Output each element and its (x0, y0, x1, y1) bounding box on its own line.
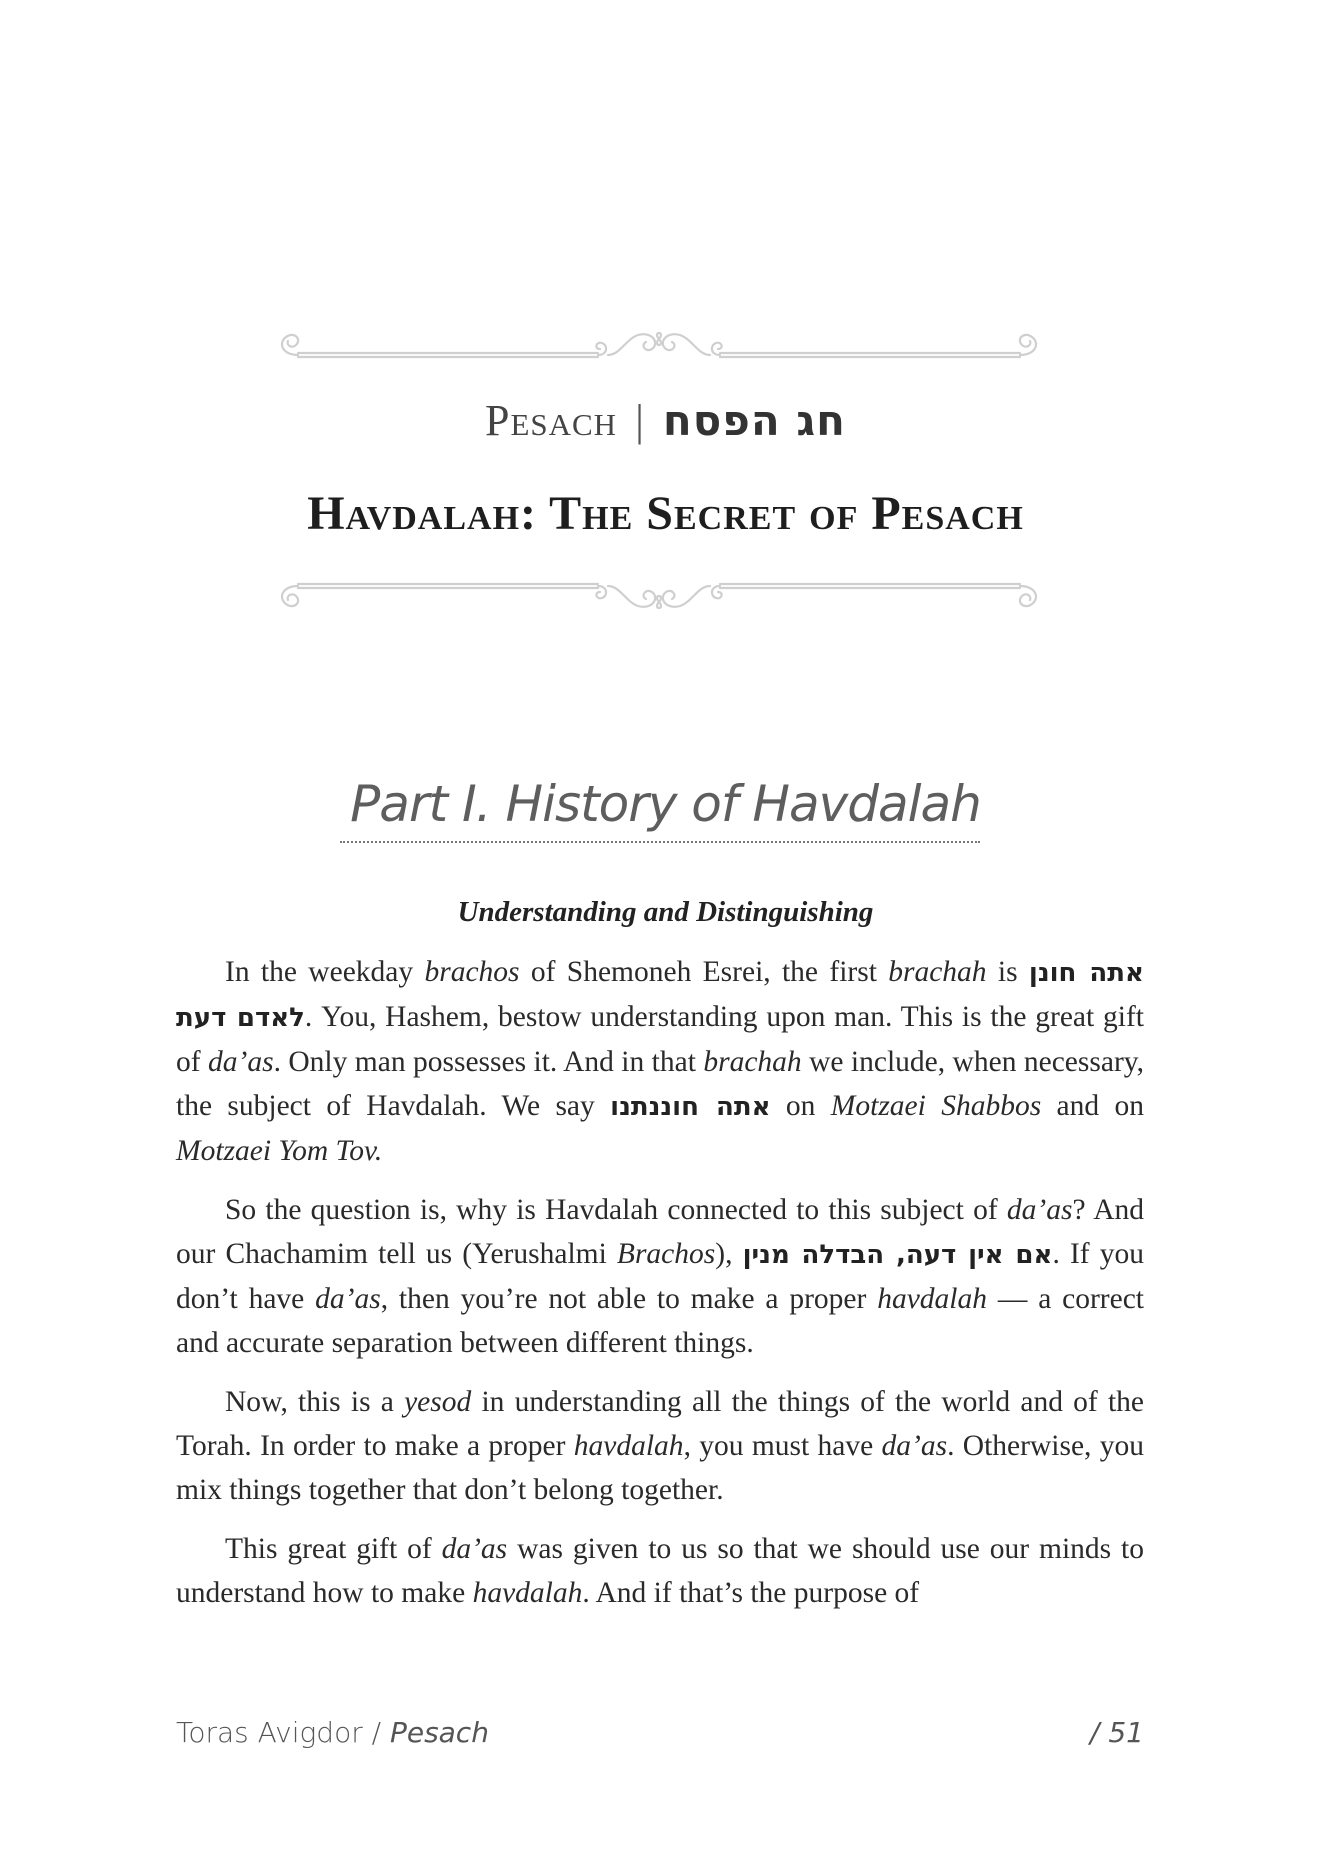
body-text (176, 950, 1144, 1630)
text-run: on (770, 1090, 831, 1122)
kicker-separator: | (635, 396, 645, 445)
italic-term: Brachos (616, 1238, 716, 1270)
paragraph (176, 1527, 1144, 1615)
paragraph (176, 950, 1144, 1173)
chapter-title: Havdalah: The Secret of Pesach (307, 487, 1024, 540)
bottom-ornament-divider (268, 574, 1050, 614)
italic-term: da’as (315, 1283, 381, 1315)
hebrew-phrase: אם אין דעה, הבדלה מנין (742, 1240, 1053, 1270)
hebrew-phrase: אתה חוננתנו (610, 1092, 771, 1122)
footer-book-subtitle: Pesach (389, 1716, 489, 1749)
text-run: This great gift of (225, 1533, 442, 1565)
text-run: . Only man possesses it. And in that (273, 1046, 704, 1078)
dotted-underline (340, 841, 980, 843)
text-run: . Otherwise, you mix things together that don’t belong together. (176, 1430, 1144, 1506)
text-run: we include, when necessary, the subject of Havdalah. We say (176, 1046, 1144, 1122)
italic-term: havdalah (877, 1283, 987, 1315)
text-run: Now, this is a (225, 1386, 405, 1418)
text-run: was given to us so that we should use our minds to understand how to make (176, 1533, 1144, 1609)
scroll-ornament-icon (268, 325, 1050, 365)
italic-term: Motzaei Yom Tov. (176, 1135, 383, 1167)
italic-term: havdalah (573, 1430, 684, 1462)
italic-term: brachos (424, 956, 520, 988)
text-run: In the weekday (225, 956, 425, 988)
text-run: of Shemoneh Esrei, the first (519, 956, 889, 988)
kicker-english: Pesach (484, 396, 618, 445)
italic-term: brachah (703, 1046, 802, 1078)
italic-term: da’as (208, 1046, 274, 1078)
part-heading: Part I. History of Havdalah (350, 775, 981, 833)
running-footer-title (176, 1716, 489, 1749)
text-run: ), (715, 1238, 743, 1270)
text-run: . If you don’t have (176, 1238, 1144, 1315)
text-run: , then you’re not able to make a proper (380, 1283, 878, 1315)
text-run: ? And our Chachamim tell us (Yerushalmi (176, 1194, 1144, 1270)
footer-book-title: Toras Avigdor / (176, 1716, 390, 1749)
text-run: . You, Hashem, bestow understanding upon man. This is the great gift of (176, 1001, 1144, 1078)
text-run: and on (1041, 1090, 1145, 1122)
italic-term: da’as (441, 1533, 508, 1565)
text-run: . And if that’s the purpose of (582, 1577, 920, 1609)
subheading: Understanding and Distinguishing (457, 896, 874, 928)
paragraph (176, 1188, 1144, 1365)
top-ornament-divider (268, 325, 1050, 365)
italic-term: da’as (881, 1430, 948, 1462)
kicker-hebrew: חג הפסח (662, 396, 847, 445)
text-run: in understanding all the things of the world and of the Torah. In order to make a proper (176, 1386, 1144, 1462)
text-run: , you must have (683, 1430, 882, 1462)
text-run: So the question is, why is Havdalah connected to this subject of (225, 1194, 1007, 1226)
italic-term: yesod (404, 1386, 472, 1418)
hebrew-phrase: אתה חונן לאדם דעת (176, 958, 1144, 1033)
text-run: — a correct and accurate separation between different things. (176, 1283, 1145, 1359)
italic-term: brachah (888, 956, 987, 988)
page-number: / 51 (1090, 1716, 1144, 1749)
italic-term: Motzaei Shabbos (830, 1090, 1042, 1122)
italic-term: havdalah (472, 1577, 583, 1609)
scroll-ornament-icon (268, 574, 1050, 614)
italic-term: da’as (1006, 1194, 1073, 1226)
text-run: is (986, 956, 1029, 988)
paragraph (176, 1380, 1144, 1512)
section-kicker (0, 395, 1331, 446)
